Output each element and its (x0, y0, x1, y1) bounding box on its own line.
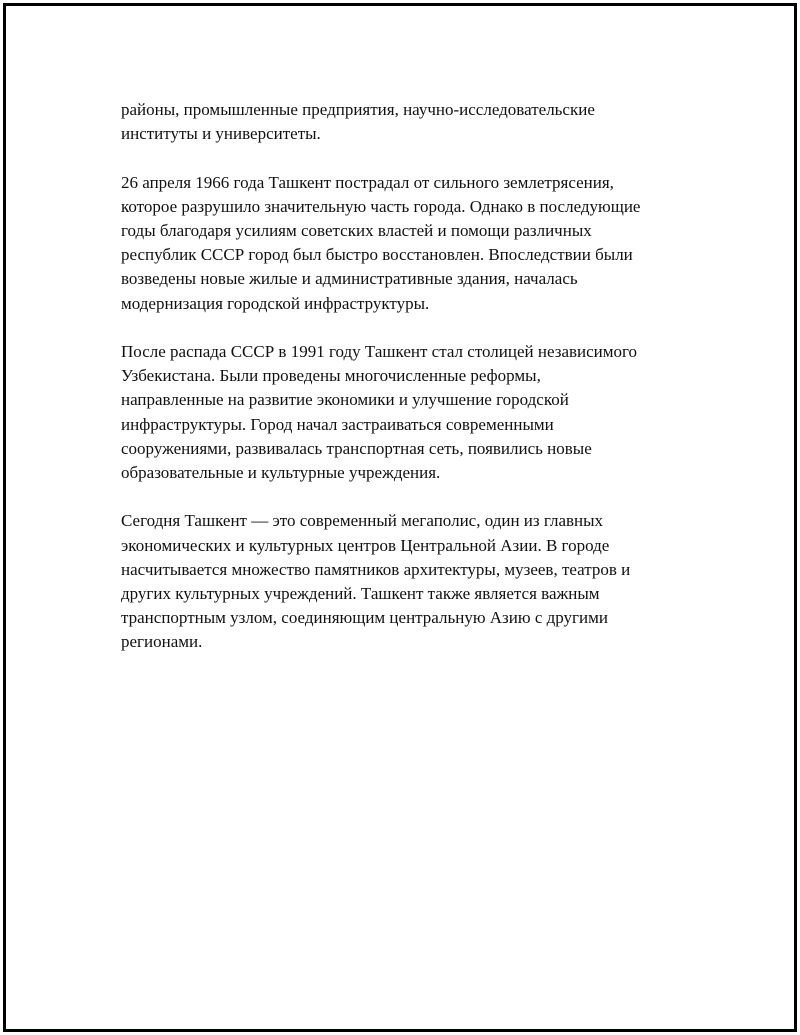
text-line: 26 апреля 1966 года Ташкент пострадал от сильного землетрясения, (121, 172, 614, 192)
text-line: сооружениями, развивалась транспортная сеть, появились новые (121, 438, 592, 458)
text-line: После распада СССР в 1991 году Ташкент стал столицей независимого (121, 342, 638, 361)
text-line: которое разрушило значительную часть города. Однако в последующие (121, 196, 641, 216)
paragraph-2 (121, 171, 691, 316)
text-line: модернизация городской инфраструктуры. (121, 293, 430, 313)
paragraph-1 (121, 98, 691, 146)
text-line: Сегодня Ташкент — это современный мегаполис, один из главных (121, 511, 604, 531)
text-line: годы благодаря усилиям советских властей и помощи различных (121, 221, 592, 240)
text-line: регионами. (121, 632, 203, 652)
paragraph-4 (121, 509, 691, 654)
text-line: районы, промышленные предприятия, научно-исследовательские (121, 100, 595, 119)
text-line: Узбекистана. Были проведены многочисленные реформы, (121, 366, 541, 386)
text-line: направленные на развитие экономики и улучшение городской (121, 390, 569, 410)
text-line: институты и университеты. (121, 124, 321, 144)
text-line: других культурных учреждений. Ташкент также является важным (121, 584, 600, 604)
text-line: инфраструктуры. Город начал застраиваться современными (121, 414, 554, 434)
text-line: насчитывается множество памятников архитектуры, музеев, театров и (121, 559, 631, 579)
text-line: транспортным узлом, соединяющим центральную Азию с другими (121, 608, 608, 628)
text-line: образовательные и культурные учреждения. (121, 463, 441, 483)
text-line: республик СССР город был быстро восстановлен. Впоследствии были (121, 245, 633, 265)
text-line: возведены новые жилые и административные здания, началась (121, 269, 578, 289)
paragraph-3 (121, 340, 691, 485)
page (3, 3, 797, 1032)
text-line: экономических и культурных центров Центральной Азии. В городе (121, 535, 610, 555)
document-body (121, 98, 691, 679)
